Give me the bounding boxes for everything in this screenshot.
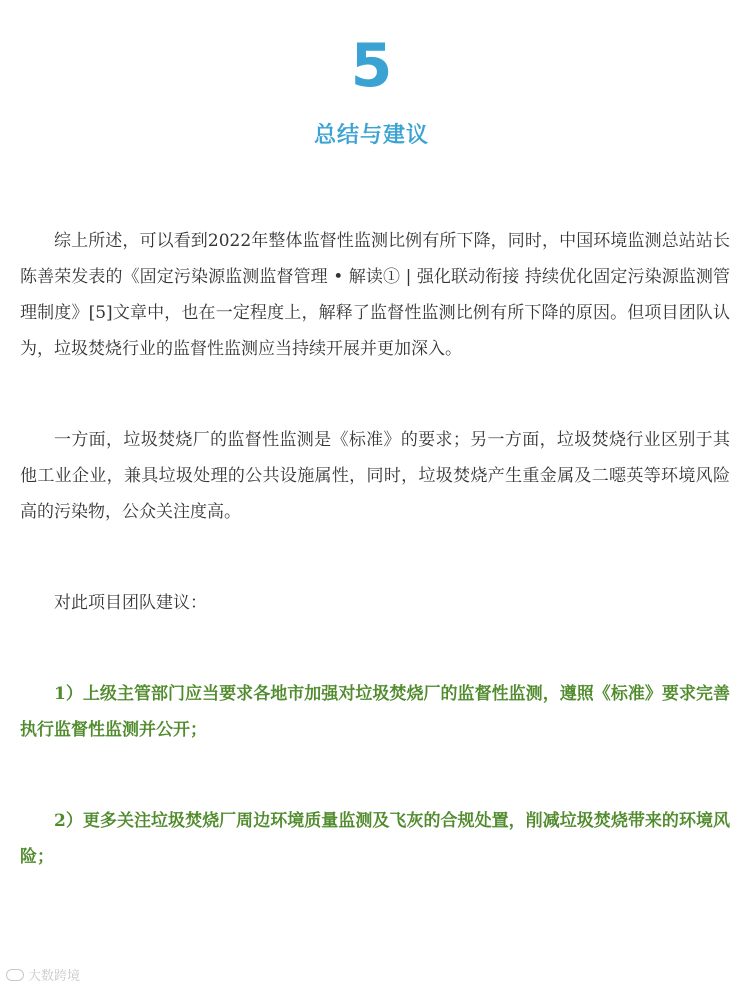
watermark-text: 大数跨境 xyxy=(28,969,81,984)
watermark xyxy=(6,965,80,984)
section-number: 5 xyxy=(350,31,393,101)
paragraph-summary: 综上所述，可以看到2022年整体监督性监测比例有所下降，同时，中国环境监测总站站长陈善荣发表的《固定污染源监测监督管理 • 解读① | 强化联动衔接 持续优化固定污染源监测管理制度》[5]文章中，也在一定程度上，解释了监督性监测比例有所下降的原因。但项目团队认为，垃圾焚烧行业的监督性监测应当持续开展并更加深入。 xyxy=(20,231,730,359)
recommendation-item-2: 2）更多关注垃圾焚烧厂周边环境质量监测及飞灰的合规处置，削减垃圾焚烧带来的环境风险； xyxy=(20,811,730,867)
recommendation-item-1: 1）上级主管部门应当要求各地市加强对垃圾焚烧厂的监督性监测，遵照《标准》要求完善执行监督性监测并公开； xyxy=(20,684,730,740)
section-title: 总结与建议 xyxy=(313,123,429,148)
paragraph-reasons: 一方面，垃圾焚烧厂的监督性监测是《标准》的要求；另一方面，垃圾焚烧行业区别于其他工业企业，兼具垃圾处理的公共设施属性，同时，垃圾焚烧产生重金属及二噁英等环境风险高的污染物，公众关注度高。 xyxy=(20,430,730,522)
article-body xyxy=(20,223,730,875)
paragraph-recommendation-intro: 对此项目团队建议： xyxy=(54,593,207,613)
logo-icon xyxy=(6,969,24,981)
